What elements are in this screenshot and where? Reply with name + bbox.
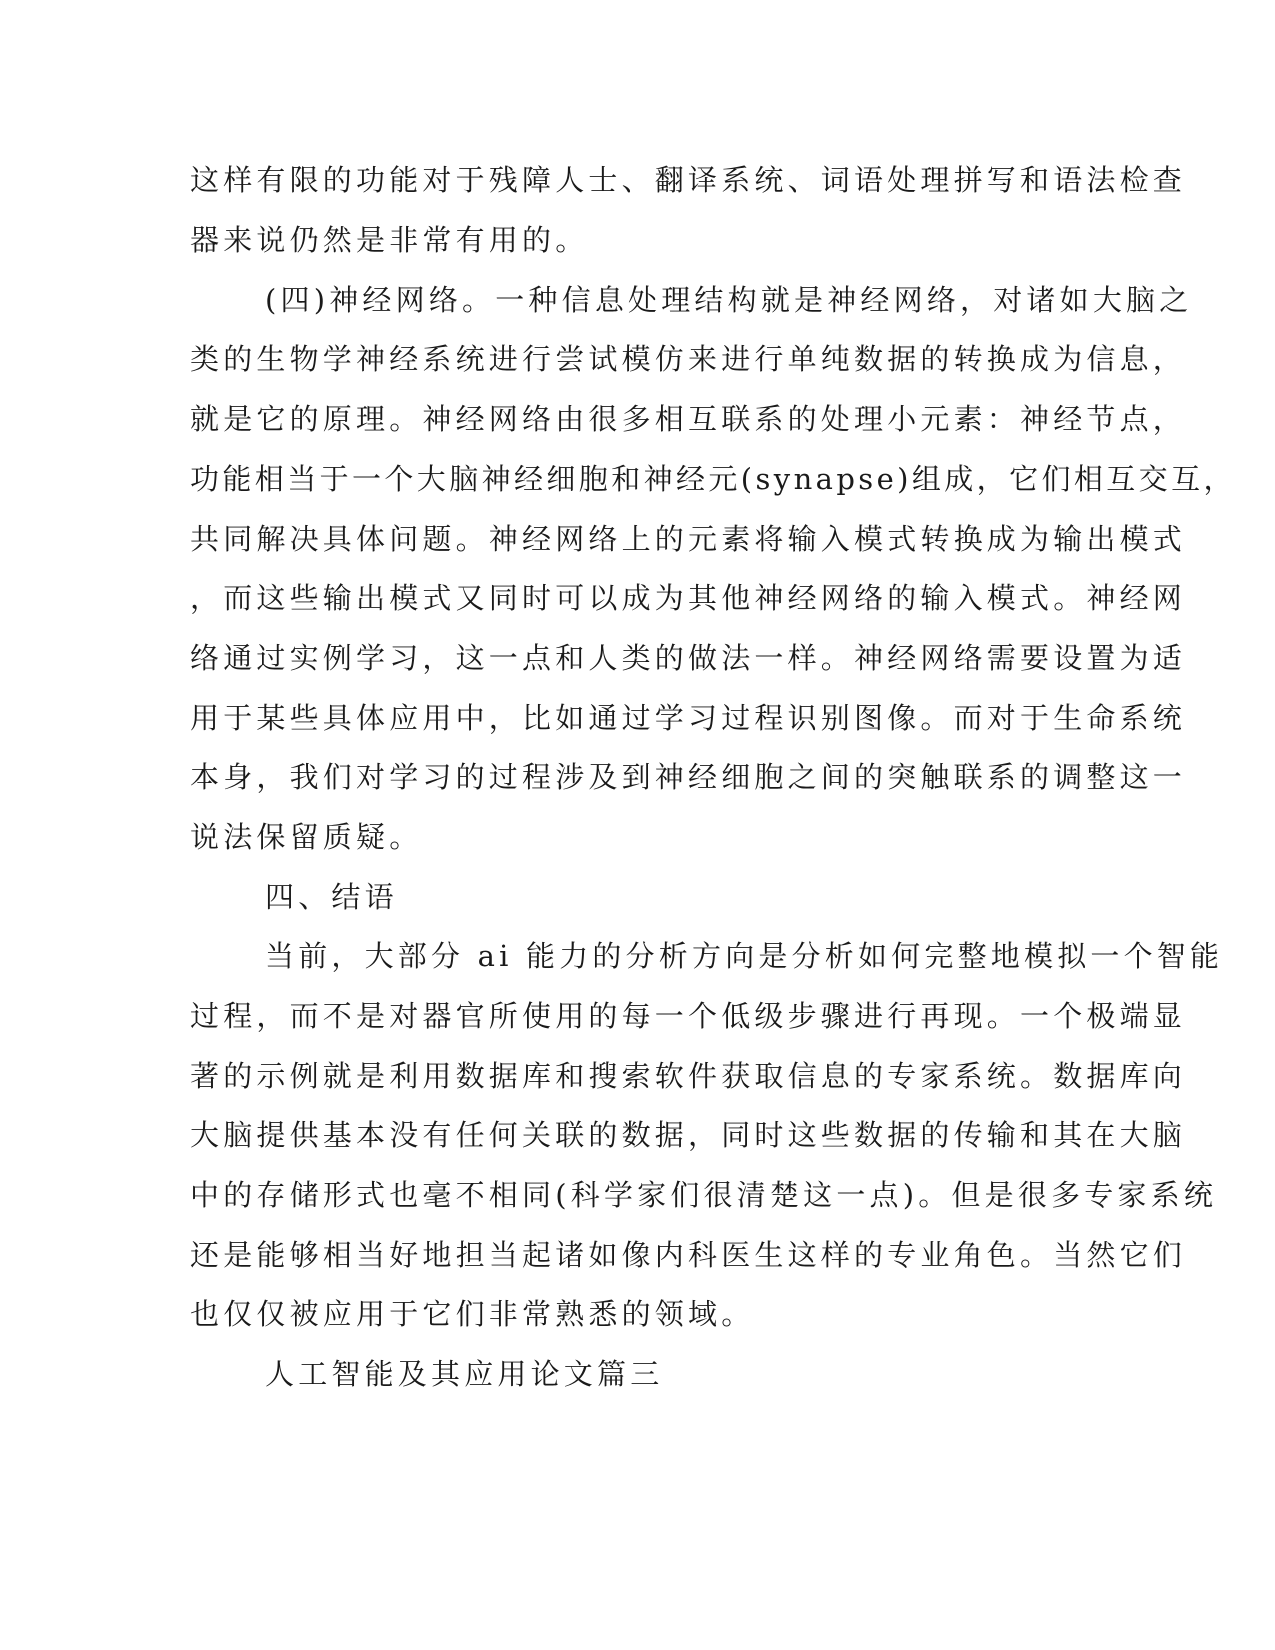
- text-line-15: 过程，而不是对器官所使用的每一个低级步骤进行再现。一个极端显: [190, 999, 1187, 1033]
- text-line-4: 类的生物学神经系统进行尝试模仿来进行单纯数据的转换成为信息，: [190, 342, 1187, 376]
- text-line-12: 说法保留质疑。: [190, 820, 423, 854]
- text-line-1: 这样有限的功能对于残障人士、翻译系统、词语处理拼写和语法检查: [190, 163, 1187, 197]
- text-line-8: ，而这些输出模式又同时可以成为其他神经网络的输入模式。神经网: [190, 581, 1187, 615]
- text-line-9: 络通过实例学习，这一点和人类的做法一样。神经网络需要设置为适: [190, 641, 1187, 675]
- text-line-14: 当前，大部分 ai 能力的分析方向是分析如何完整地模拟一个智能: [265, 939, 1224, 973]
- text-line-2: 器来说仍然是非常有用的。: [190, 223, 589, 257]
- text-line-6: 功能相当于一个大脑神经细胞和神经元(synapse)组成，它们相互交互，: [190, 462, 1236, 496]
- text-line-3: (四)神经网络。一种信息处理结构就是神经网络，对诸如大脑之: [265, 283, 1193, 317]
- text-line-11: 本身，我们对学习的过程涉及到神经细胞之间的突触联系的调整这一: [190, 760, 1187, 794]
- section-heading: 四、结语: [265, 880, 398, 914]
- text-line-19: 还是能够相当好地担当起诸如像内科医生这样的专业角色。当然它们: [190, 1238, 1187, 1272]
- article-title: 人工智能及其应用论文篇三: [265, 1357, 664, 1391]
- text-line-17: 大脑提供基本没有任何关联的数据，同时这些数据的传输和其在大脑: [190, 1118, 1187, 1152]
- text-line-16: 著的示例就是利用数据库和搜索软件获取信息的专家系统。数据库向: [190, 1059, 1187, 1093]
- text-line-7: 共同解决具体问题。神经网络上的元素将输入模式转换成为输出模式: [190, 522, 1187, 556]
- text-line-18: 中的存储形式也毫不相同(科学家们很清楚这一点)。但是很多专家系统: [190, 1178, 1218, 1212]
- text-line-5: 就是它的原理。神经网络由很多相互联系的处理小元素：神经节点，: [190, 402, 1187, 436]
- text-line-20: 也仅仅被应用于它们非常熟悉的领域。: [190, 1297, 755, 1331]
- text-line-10: 用于某些具体应用中，比如通过学习过程识别图像。而对于生命系统: [190, 701, 1187, 735]
